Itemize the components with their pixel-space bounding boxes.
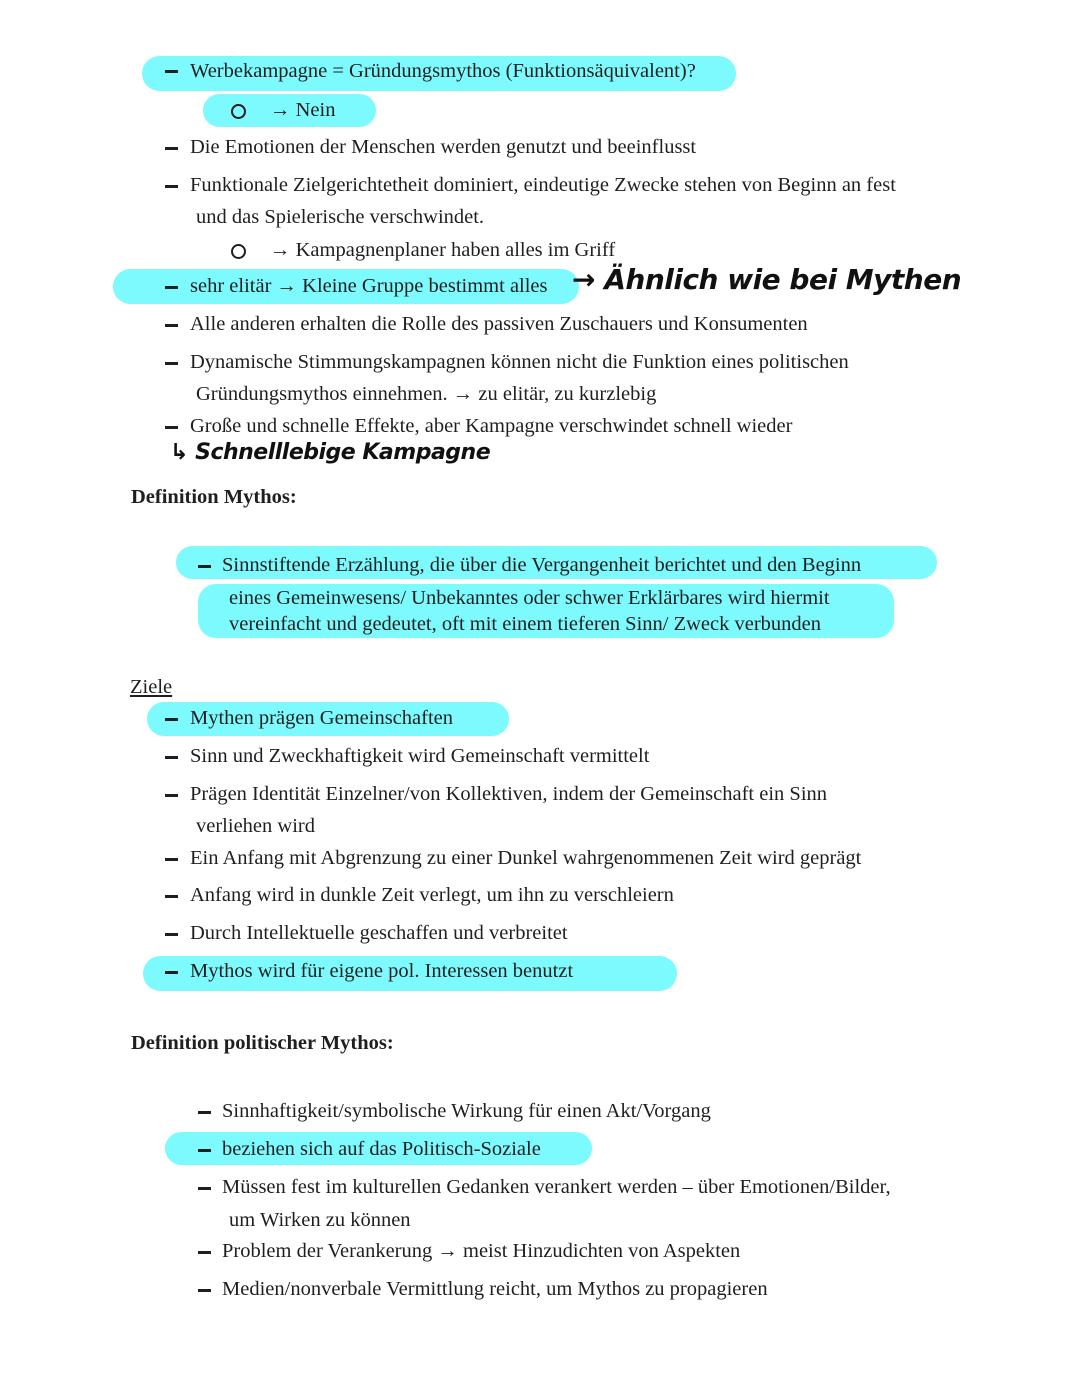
bullet-text: Problem der Verankerung → meist Hinzudichten von Aspekten: [222, 1240, 741, 1262]
bullet-dash: [165, 324, 178, 327]
bullet-dash: [165, 147, 178, 150]
handwritten-note: ↳ Schnelllebige Kampagne: [170, 440, 491, 465]
sub-bullet-circle: [231, 244, 246, 259]
sub-bullet-circle: [231, 104, 246, 119]
bullet-text: sehr elitär → Kleine Gruppe bestimmt alles: [190, 275, 548, 297]
bullet-dash: [165, 971, 178, 974]
bullet-dash: [165, 70, 178, 73]
bullet-text: Dynamische Stimmungskampagnen können nicht die Funktion eines politischen: [190, 351, 849, 373]
bullet-text: Mythos wird für eigene pol. Interessen benutzt: [190, 960, 574, 982]
bullet-text: Ein Anfang mit Abgrenzung zu einer Dunkel wahrgenommenen Zeit wird geprägt: [190, 847, 862, 869]
bullet-dash: [165, 426, 178, 429]
bullet-dash: [165, 185, 178, 188]
bullet-text: Durch Intellektuelle geschaffen und verbreitet: [190, 922, 568, 944]
bullet-dash: [198, 1251, 211, 1254]
section-heading: Definition Mythos:: [131, 486, 297, 508]
bullet-dash: [165, 858, 178, 861]
bullet-text: um Wirken zu können: [229, 1209, 411, 1231]
section-heading: Ziele: [130, 676, 173, 698]
bullet-text: Große und schnelle Effekte, aber Kampagne verschwindet schnell wieder: [190, 415, 793, 437]
bullet-text: Sinnhaftigkeit/symbolische Wirkung für einen Akt/Vorgang: [222, 1100, 711, 1122]
bullet-dash: [198, 565, 211, 568]
bullet-text: verliehen wird: [196, 815, 315, 837]
bullet-text: Werbekampagne = Gründungsmythos (Funktionsäquivalent)?: [190, 60, 696, 82]
bullet-dash: [198, 1289, 211, 1292]
bullet-text: Alle anderen erhalten die Rolle des passiven Zuschauers und Konsumenten: [190, 313, 808, 335]
bullet-text: und das Spielerische verschwindet.: [196, 206, 485, 228]
bullet-text: Anfang wird in dunkle Zeit verlegt, um ihn zu verschleiern: [190, 884, 674, 906]
bullet-text: beziehen sich auf das Politisch-Soziale: [222, 1138, 541, 1160]
bullet-dash: [165, 718, 178, 721]
bullet-dash: [165, 895, 178, 898]
bullet-text: Prägen Identität Einzelner/von Kollektiven, indem der Gemeinschaft ein Sinn: [190, 783, 828, 805]
bullet-dash: [165, 286, 178, 289]
definition-text: eines Gemeinwesens/ Unbekanntes oder schwer Erklärbares wird hiermit: [229, 587, 830, 609]
definition-text: Sinnstiftende Erzählung, die über die Vergangenheit berichtet und den Beginn: [222, 554, 862, 576]
bullet-dash: [165, 756, 178, 759]
bullet-dash: [165, 933, 178, 936]
bullet-dash: [198, 1187, 211, 1190]
bullet-dash: [198, 1149, 211, 1152]
bullet-text: → Nein: [270, 99, 336, 121]
bullet-text: Sinn und Zweckhaftigkeit wird Gemeinschaft vermittelt: [190, 745, 650, 767]
bullet-text: → Kampagnenplaner haben alles im Griff: [270, 239, 616, 261]
section-heading: Definition politischer Mythos:: [131, 1032, 394, 1054]
bullet-dash: [165, 794, 178, 797]
definition-text: vereinfacht und gedeutet, oft mit einem tieferen Sinn/ Zweck verbunden: [229, 613, 822, 635]
bullet-text: Die Emotionen der Menschen werden genutzt und beeinflusst: [190, 136, 697, 158]
bullet-text: Müssen fest im kulturellen Gedanken verankert werden – über Emotionen/Bilder,: [222, 1176, 891, 1198]
bullet-dash: [165, 362, 178, 365]
bullet-text: Gründungsmythos einnehmen. → zu elitär, zu kurzlebig: [196, 383, 657, 405]
bullet-text: Mythen prägen Gemeinschaften: [190, 707, 453, 729]
bullet-text: Medien/nonverbale Vermittlung reicht, um Mythos zu propagieren: [222, 1278, 768, 1300]
handwritten-note: → Ähnlich wie bei Mythen: [572, 263, 962, 296]
bullet-text: Funktionale Zielgerichtetheit dominiert, eindeutige Zwecke stehen von Beginn an fest: [190, 174, 896, 196]
bullet-dash: [198, 1111, 211, 1114]
